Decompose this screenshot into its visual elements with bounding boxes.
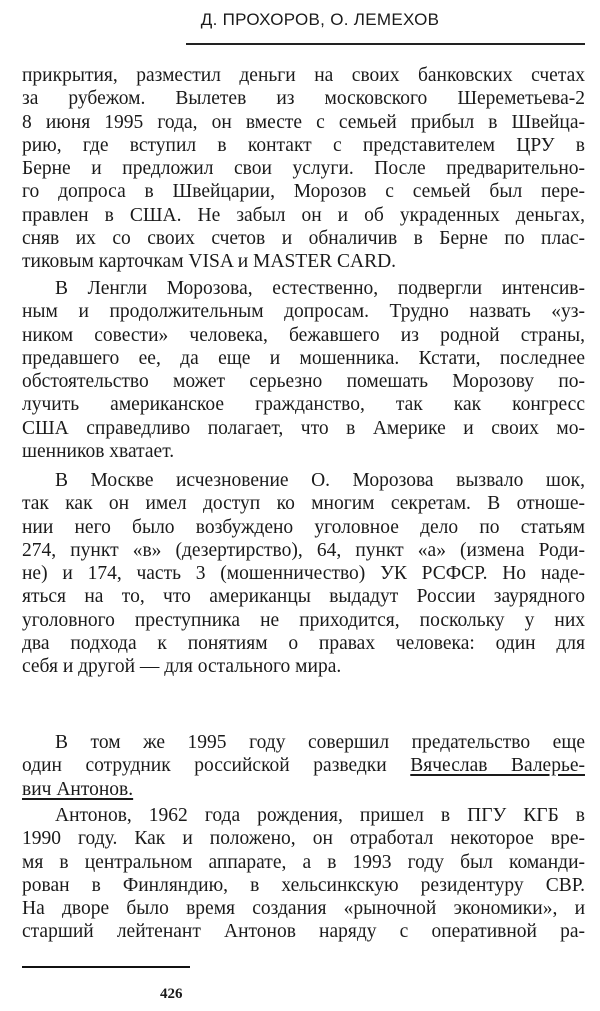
text-line: Антонов, 1962 года рождения, пришел в ПГУ КГБ в	[55, 805, 585, 826]
paragraph-1	[22, 64, 585, 274]
text-line: рию, где вступил в контакт с представителем ЦРУ в	[22, 134, 585, 156]
text-line	[22, 778, 585, 801]
underlined-name: Вячеслав Валерье-	[410, 755, 585, 777]
text-line: уголовного преступника не приходится, поскольку у них	[22, 609, 585, 631]
text-line: себя и другой — для остального мира.	[22, 656, 342, 678]
paragraph-5	[22, 804, 585, 944]
text-line: мя в центральном аппарате, а в 1993 году был команди-	[22, 851, 585, 873]
header-rule	[186, 43, 585, 45]
text-line	[22, 754, 585, 777]
text-line: США справедливо полагает, что в Америке и своих мо-	[22, 417, 585, 439]
text-line: два подхода к понятиям о правах человека: один для	[22, 633, 585, 655]
text-line: прикрытия, разместил деньги на своих банковских счетах	[22, 65, 585, 86]
text-fragment: один сотрудник российской разведки	[22, 755, 411, 777]
text-line: так как он имел доступ ко многим секретам. В отноше-	[22, 493, 585, 515]
text-line: яться на то, что американцы выдадут России заурядного	[22, 586, 585, 608]
text-line: старший лейтенант Антонов наряду с оперативной ра-	[22, 921, 585, 943]
text-line: 8 июня 1995 года, он вместе с семьей прибыл в Швейца-	[22, 111, 585, 133]
paragraph-4	[22, 731, 585, 801]
text-line: нии него было возбуждено уголовное дело по статьям	[22, 516, 585, 538]
text-line: 274, пункт «в» (дезертирство), 64, пункт «а» (измена Роди-	[22, 539, 585, 561]
text-line: тиковым карточкам VISA и MASTER CARD.	[22, 251, 397, 273]
text-line: го допроса в Швейцарии, Морозов с семьей был пере-	[22, 181, 585, 203]
underlined-name: вич Антонов.	[22, 778, 134, 800]
paragraph-2	[22, 277, 585, 463]
running-header: Д. ПРОХОРОВ, О. ЛЕМЕХОВ	[200, 10, 440, 29]
text-line: В том же 1995 году совершил предательство еще	[55, 732, 585, 753]
text-line: Берне и предложил свои услуги. После предварительно-	[22, 158, 585, 180]
text-line: не) и 174, часть 3 (мошенничество) УК РСФСР. Но наде-	[22, 563, 585, 585]
text-line: за рубежом. Вылетев из московского Шереметьева-2	[22, 88, 585, 110]
text-line: шенников хватает.	[22, 441, 175, 463]
text-line: сняв их со своих счетов и обналичив в Берне по плас-	[22, 228, 585, 250]
text-line: обстоятельство может серьезно помешать Морозову по-	[22, 371, 585, 393]
text-line: рован в Финляндию, в хельсинкскую резидентуру СВР.	[22, 874, 585, 896]
paragraph-3	[22, 469, 585, 679]
text-line: 1990 году. Как и положено, он отработал некоторое вре-	[22, 828, 585, 850]
text-line: ным и продолжительным допросам. Трудно назвать «уз-	[22, 301, 585, 323]
footnote-rule	[22, 966, 190, 968]
text-line: В Ленгли Морозова, естественно, подвергли интенсив-	[55, 278, 585, 299]
text-line: правлен в США. Не забыл он и об украденных деньгах,	[22, 204, 585, 226]
text-line: предавшего ее, да еще и мошенника. Кстати, последнее	[22, 347, 585, 369]
text-line: ником совести» человека, бежавшего из родной страны,	[22, 324, 585, 346]
text-line: В Москве исчезновение О. Морозова вызвало шок,	[55, 470, 585, 491]
text-line: лучить американское гражданство, так как конгресс	[22, 394, 585, 416]
text-line: На дворе было время создания «рыночной экономики», и	[22, 898, 585, 920]
page-number: 426	[160, 986, 183, 1002]
